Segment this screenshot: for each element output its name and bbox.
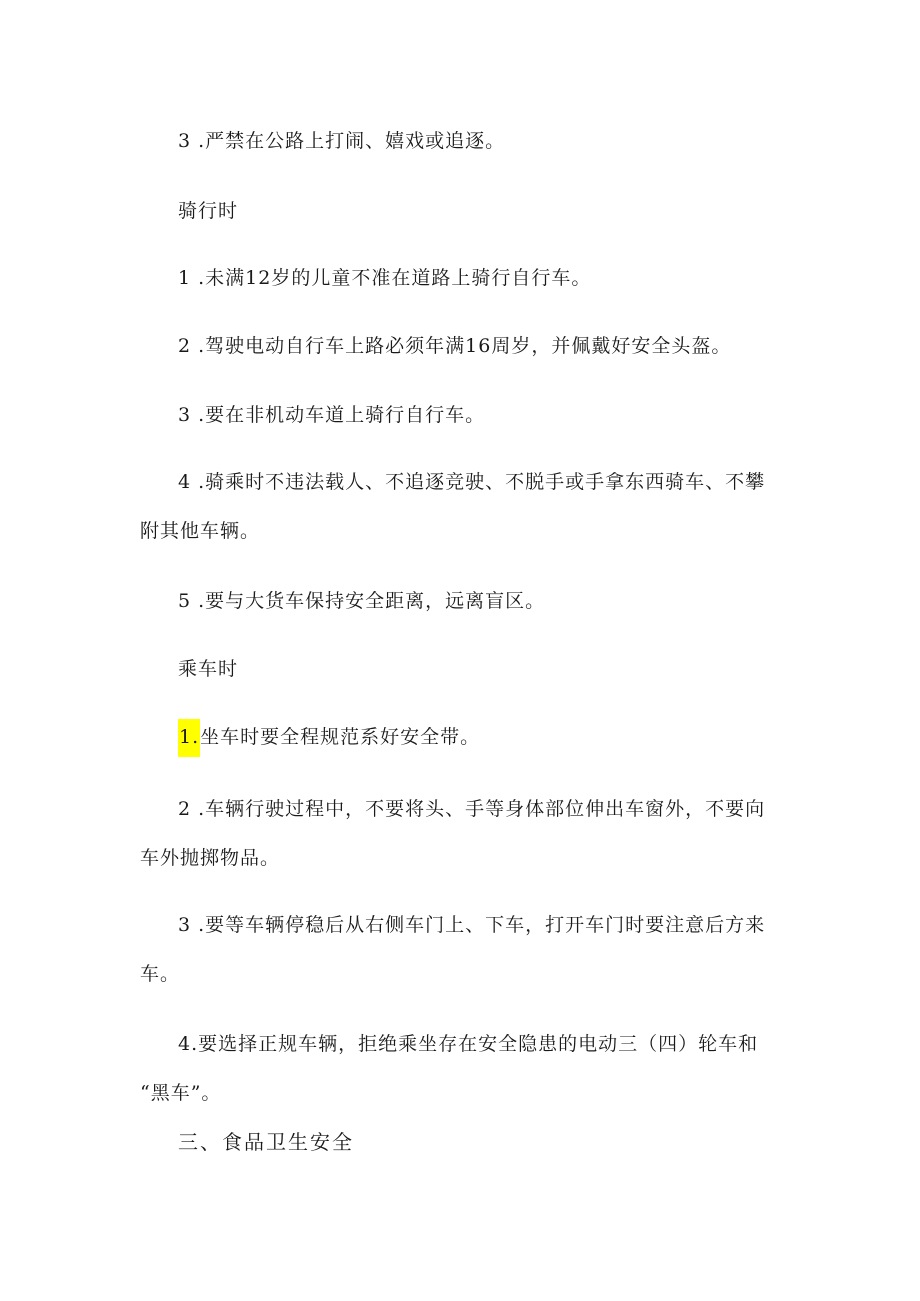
paragraph-vehicle-4-line-2: “黑车”。	[140, 1082, 222, 1104]
paragraph-riding-4-line-2: 附其他车辆。	[140, 520, 261, 542]
paragraph-riding-1: 1 .未满12岁的儿童不准在道路上骑行自行车。	[178, 267, 592, 289]
paragraph-riding-4-line-1: 4 .骑乘时不违法载人、不追逐竞驶、不脱手或手拿东西骑车、不攀	[178, 471, 766, 493]
paragraph-riding-2: 2 .驾驶电动自行车上路必须年满16周岁，并佩戴好安全头盔。	[178, 335, 732, 357]
paragraph-riding-3: 3 .要在非机动车道上骑行自行车。	[178, 404, 486, 426]
paragraph-riding-5: 5 .要与大货车保持安全距离，远离盲区。	[178, 590, 546, 612]
paragraph-vehicle-2-line-1: 2 .车辆行驶过程中，不要将头、手等身体部位伸出车窗外，不要向	[178, 798, 766, 820]
paragraph-vehicle-3-line-2: 车。	[140, 963, 181, 985]
paragraph-vehicle-4-line-1: 4.要选择正规车辆，拒绝乘坐存在安全隐患的电动三（四）轮车和	[178, 1033, 759, 1055]
paragraph-vehicle-1	[178, 725, 480, 749]
paragraph-vehicle-3-line-1: 3 .要等车辆停稳后从右侧车门上、下车，打开车门时要注意后方来	[178, 914, 766, 936]
paragraph-vehicle-2-line-2: 车外抛掷物品。	[140, 847, 281, 869]
section-heading-riding-vehicle: 乘车时	[178, 658, 239, 680]
highlighted-number: 1.	[178, 719, 200, 757]
section-heading-food-safety: 三、食品卫生安全	[178, 1130, 354, 1154]
paragraph-vehicle-1-text: 坐车时要全程规范系好安全带。	[200, 726, 481, 748]
paragraph-rule-3-street: 3 .严禁在公路上打闹、嬉戏或追逐。	[178, 130, 506, 152]
section-heading-riding: 骑行时	[178, 200, 239, 222]
